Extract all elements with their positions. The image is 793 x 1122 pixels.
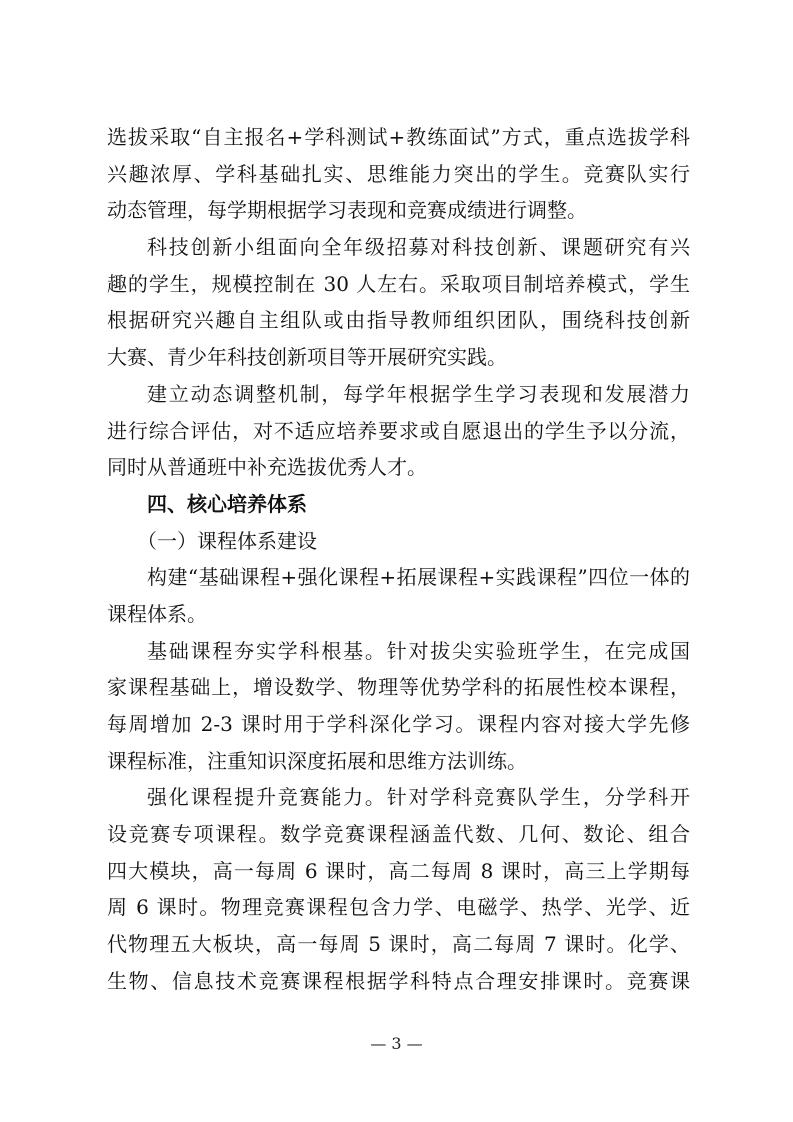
paragraph-line: 趣的学生，规模控制在 30 人左右。采取项目制培养模式，学生 <box>107 271 690 296</box>
paragraph-line: 大赛、青少年科技创新项目等开展研究实践。 <box>107 345 507 370</box>
paragraph-line: 根据研究兴趣自主组队或由指导教师组织团队，围绕科技创新 <box>107 308 690 333</box>
paragraph-line: 课程标准，注重知识深度拓展和思维方法训练。 <box>107 748 527 773</box>
paragraph-line: 同时从普通班中补充选拔优秀人才。 <box>107 455 427 480</box>
paragraph-line: 课程体系。 <box>107 601 207 626</box>
paragraph-line: 每周增加 2-3 课时用于学科深化学习。课程内容对接大学先修 <box>107 712 690 736</box>
paragraph-line: 基础课程夯实学科根基。针对拔尖实验班学生，在完成国 <box>147 638 690 663</box>
document-body <box>107 119 690 1000</box>
paragraph-line: 建立动态调整机制，每学年根据学生学习表现和发展潜力 <box>147 381 690 406</box>
paragraph-line: 兴趣浓厚、学科基础扎实、思维能力突出的学生。竞赛队实行 <box>107 161 690 186</box>
paragraph-line: 周 6 课时。物理竞赛课程包含力学、电磁学、热学、光学、近 <box>107 895 690 920</box>
paragraph-line: 设竞赛专项课程。数学竞赛课程涵盖代数、几何、数论、组合 <box>107 822 690 847</box>
paragraph-line: 强化课程提升竞赛能力。针对学科竞赛队学生，分学科开 <box>147 785 690 810</box>
paragraph-line: 科技创新小组面向全年级招募对科技创新、课题研究有兴 <box>147 235 690 260</box>
paragraph-line: 选拔采取“自主报名+学科测试+教练面试”方式，重点选拔学科 <box>107 125 690 149</box>
subsection-heading: （一）课程体系建设 <box>137 528 317 553</box>
section-heading: 四、核心培养体系 <box>147 491 307 516</box>
paragraph-line: 动态管理，每学期根据学习表现和竞赛成绩进行调整。 <box>107 198 587 223</box>
paragraph-line: 代物理五大板块，高一每周 5 课时，高二每周 7 课时。化学、 <box>107 932 690 957</box>
paragraph-line: 构建“基础课程+强化课程+拓展课程+实践课程”四位一体的 <box>147 565 690 590</box>
paragraph-line: 家课程基础上，增设数学、物理等优势学科的拓展性校本课程， <box>107 675 690 700</box>
paragraph-line: 进行综合评估，对不适应培养要求或自愿退出的学生予以分流， <box>107 418 690 443</box>
paragraph-line: 四大模块，高一每周 6 课时，高二每周 8 课时，高三上学期每 <box>107 858 690 883</box>
page-number: — 3 — <box>370 1034 423 1053</box>
paragraph-line: 生物、信息技术竞赛课程根据学科特点合理安排课时。竞赛课 <box>107 968 690 993</box>
